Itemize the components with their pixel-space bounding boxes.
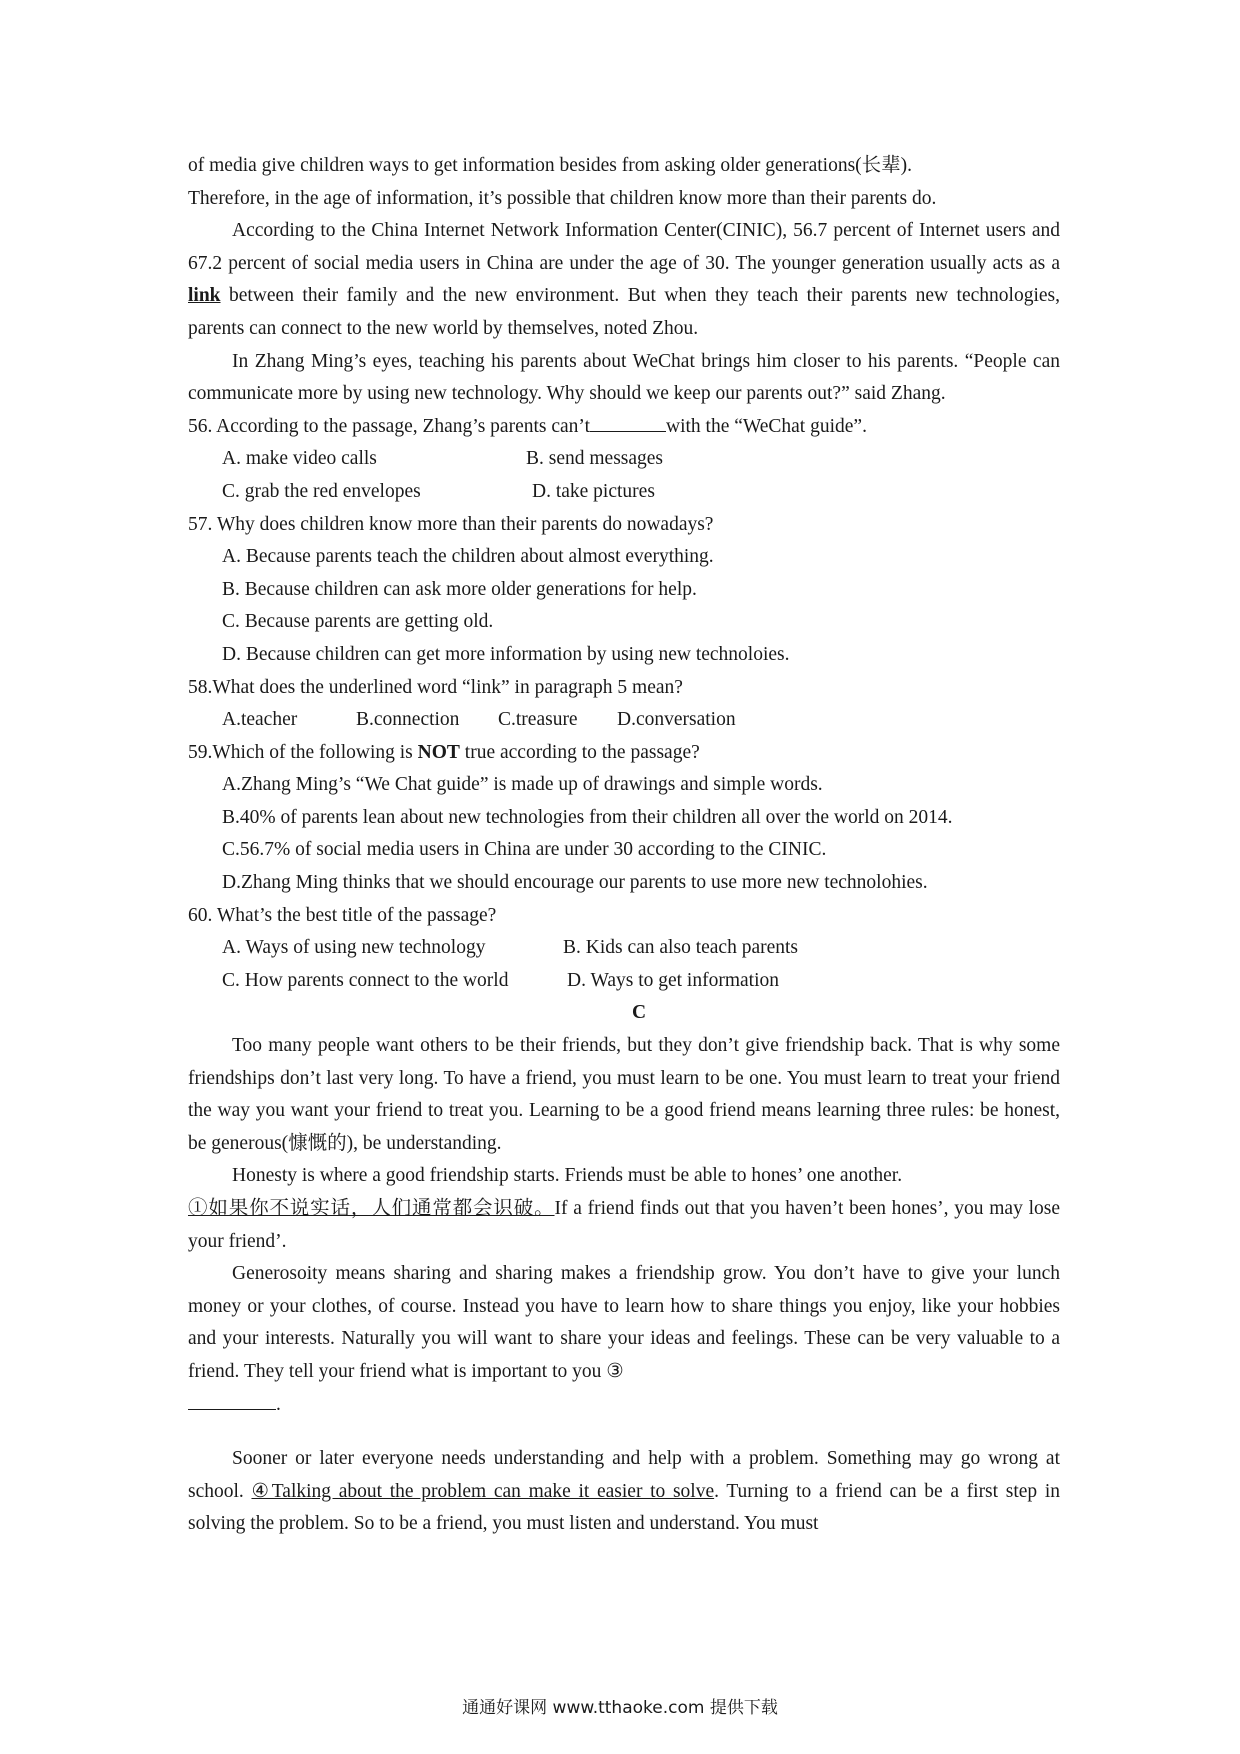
option-d: D. take pictures bbox=[532, 480, 655, 502]
paragraph-continued bbox=[188, 150, 1060, 215]
options-row bbox=[188, 704, 1060, 737]
option-b: B. send messages bbox=[526, 448, 664, 470]
paragraph-cinic bbox=[188, 215, 1060, 345]
paragraph-zhang: In Zhang Ming’s eyes, teaching his parents about WeChat brings him closer to his parents. “People can communicate more by using new technology. Why should we keep our parents out?” said Zhang. bbox=[188, 350, 1060, 405]
option-c: C. grab the red envelopes bbox=[222, 480, 421, 502]
question-56 bbox=[188, 411, 1060, 444]
paragraph-line: Therefore, in the age of information, it’s possible that children know more than their parents do. bbox=[188, 187, 937, 209]
option-d: D.Zhang Ming thinks that we should encourage our parents to use more new technolohies. bbox=[222, 872, 928, 894]
option-a: A. Ways of using new technology bbox=[222, 937, 486, 959]
option-c: C.56.7% of social media users in China are under 30 according to the CINIC. bbox=[222, 839, 827, 861]
section-heading: C bbox=[631, 1002, 647, 1024]
paragraph-text: If a friend finds out that you haven’t been hones’, you may lose your friend’. bbox=[188, 1198, 1060, 1252]
paragraph-generosity bbox=[188, 1258, 1060, 1421]
paragraph-honesty: Honesty is where a good friendship starts. Friends must be able to hones’ one another. bbox=[232, 1165, 903, 1187]
options-row bbox=[188, 965, 1060, 998]
paragraph-text: . Turning to a friend can be a first step in solving the problem. So to be a friend, you must listen and understand. You must bbox=[188, 1480, 1060, 1535]
option-b: B. Kids can also teach parents bbox=[563, 937, 799, 959]
option-a: A.Zhang Ming’s “We Chat guide” is made up of drawings and simple words. bbox=[222, 774, 823, 796]
paragraph-end: . bbox=[276, 1393, 281, 1415]
options-row bbox=[188, 443, 1060, 476]
document-page bbox=[188, 150, 1060, 1541]
question-58: 58.What does the underlined word “link” in paragraph 5 mean? bbox=[188, 676, 683, 698]
answer-blank bbox=[188, 1408, 276, 1410]
question-60: 60. What’s the best title of the passage? bbox=[188, 904, 497, 926]
paragraph-line: of media give children ways to get information besides from asking older generations(长辈). bbox=[188, 155, 913, 176]
option-c: C. How parents connect to the world bbox=[222, 969, 509, 991]
paragraph-text: According to the China Internet Network Information Center(CINIC), 56.7 percent of Internet users and 67.2 percent of social media users in China are under the age of 30. The younger generation usually acts as a bbox=[188, 220, 1060, 274]
question-stem: true according to the passage? bbox=[459, 741, 700, 763]
paragraph-text: Sooner or later everyone needs understanding and help with a problem. Something may go wrong at school. bbox=[188, 1448, 1060, 1502]
options-row bbox=[188, 476, 1060, 509]
paragraph-text: Generosoity means sharing and sharing makes a friendship grow. You don’t have to give your lunch money or your clothes, of course. Instead you have to learn how to share things you enjoy, like your hobbies and your interests. Naturally you will want to share your ideas and feelings. These can be very valuable to a friend. They tell your friend what is important to you ③ bbox=[188, 1263, 1060, 1382]
underlined-sentence: ④Talking about the problem can make it easier to solve bbox=[251, 1480, 715, 1502]
paragraph-text: between their family and the new environment. But when they teach their parents new technologies, parents can connect to the new world by themselves, noted Zhou. bbox=[188, 285, 1060, 339]
option-d: D. Ways to get information bbox=[567, 969, 779, 991]
option-a: A. Because parents teach the children about almost everything. bbox=[222, 546, 714, 568]
option-d: D. Because children can get more information by using new technoloies. bbox=[222, 643, 790, 665]
option-c: C. Because parents are getting old. bbox=[222, 611, 494, 633]
paragraph-understanding bbox=[188, 1443, 1060, 1541]
option-b: B.connection bbox=[356, 709, 460, 731]
underlined-sentence: ①如果你不说实话，人们通常都会识破。 bbox=[188, 1198, 555, 1219]
question-stem: 56. According to the passage, Zhang’s parents can’t bbox=[188, 415, 590, 437]
link-word: link bbox=[188, 285, 221, 307]
paragraph-honesty-cont bbox=[188, 1193, 1060, 1258]
paragraph-friendship: Too many people want others to be their friends, but they don’t give friendship back. That is why some friendships don’t last very long. To have a friend, you must learn to be one. You must learn to treat your friend the way you want your friend to treat you. Learning to be a good friend means learning three rules: be honest, be generous(慷慨的), be understanding. bbox=[188, 1035, 1060, 1154]
question-stem: 59.Which of the following is bbox=[188, 741, 418, 763]
option-d: D.conversation bbox=[617, 709, 736, 731]
question-stem: with the “WeChat guide”. bbox=[666, 415, 867, 437]
option-b: B.40% of parents lean about new technologies from their children all over the world on 2014. bbox=[222, 806, 953, 828]
answer-blank bbox=[590, 430, 666, 432]
option-b: B. Because children can ask more older generations for help. bbox=[222, 578, 697, 600]
options-row bbox=[188, 932, 1060, 965]
question-59 bbox=[188, 737, 1060, 770]
option-c: C.treasure bbox=[498, 709, 578, 731]
option-a: A.teacher bbox=[222, 709, 298, 731]
not-emphasis: NOT bbox=[417, 741, 460, 763]
option-a: A. make video calls bbox=[222, 448, 377, 470]
question-57: 57. Why does children know more than their parents do nowadays? bbox=[188, 513, 714, 535]
page-footer: 通通好课网 www.tthaoke.com 提供下载 bbox=[462, 1698, 778, 1718]
